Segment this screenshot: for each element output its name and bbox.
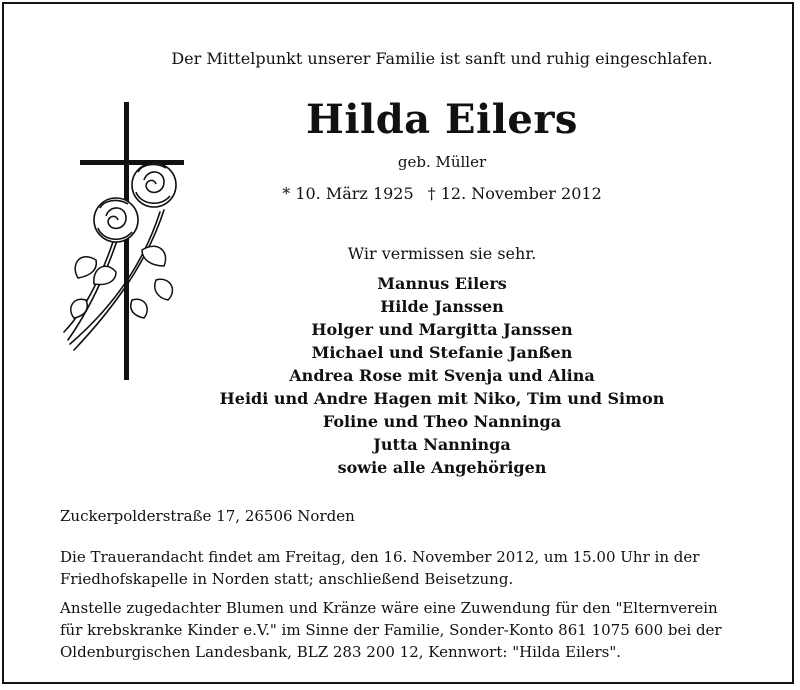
- death-date: † 12. November 2012: [427, 184, 602, 203]
- service-info-line: Die Trauerandacht findet am Freitag, den 16. November 2012, um 15.00 Uhr in der: [60, 548, 700, 566]
- mourner-name: Heidi und Andre Hagen mit Niko, Tim und Simon: [219, 389, 665, 408]
- mourner-name: Andrea Rose mit Svenja und Alina: [289, 366, 595, 385]
- donation-info-line: Anstelle zugedachter Blumen und Kränze wäre eine Zuwendung für den "Elternverein: [60, 599, 718, 617]
- mourning-statement: Wir vermissen sie sehr.: [347, 244, 537, 263]
- mourner-name: Holger und Margitta Janssen: [311, 320, 573, 339]
- birth-date: * 10. März 1925: [282, 184, 414, 203]
- mourner-name: Mannus Eilers: [377, 274, 507, 293]
- mourner-name: sowie alle Angehörigen: [337, 458, 547, 477]
- birth-name: geb. Müller: [397, 153, 487, 171]
- intro-text: Der Mittelpunkt unserer Familie ist sanft und ruhig eingeschlafen.: [171, 49, 713, 68]
- mourner-name: Jutta Nanninga: [373, 435, 511, 454]
- deceased-name: Hilda Eilers: [306, 96, 578, 143]
- mourner-name: Hilde Janssen: [380, 297, 504, 316]
- mourner-name: Foline und Theo Nanninga: [322, 412, 562, 431]
- cross-with-roses-icon: [56, 100, 191, 385]
- service-info-line: Friedhofskapelle in Norden statt; anschließend Beisetzung.: [60, 570, 514, 588]
- mourner-name: Michael und Stefanie Janßen: [311, 343, 573, 362]
- donation-info-line: Oldenburgischen Landesbank, BLZ 283 200 12, Kennwort: "Hilda Eilers".: [60, 643, 622, 661]
- address: Zuckerpolderstraße 17, 26506 Norden: [60, 507, 355, 525]
- donation-info-line: für krebskranke Kinder e.V." im Sinne der Familie, Sonder-Konto 861 1075 600 bei der: [60, 621, 722, 639]
